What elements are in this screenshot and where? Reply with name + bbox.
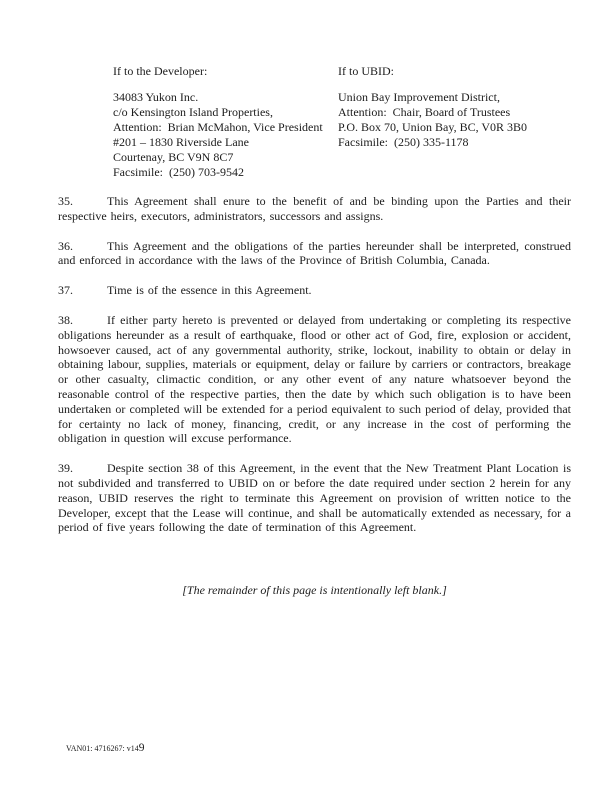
notice-address-developer [113, 64, 323, 180]
clause-37-number: 37. [58, 283, 73, 298]
ubid-address-line: Facsimile: (250) 335-1178 [338, 135, 469, 149]
clause-39-text: Despite section 38 of this Agreement, in the event that the New Treatment Plant Location is not subdivided and transferred to UBID on or before the date required under section 2 herein for any reason, UBID reserves the right to terminate this Agreement on provision of written notice to the Developer, except that the Lease will continue, and shall be automatically extended as necessary, for a period of five years following the date of termination of this Agreement. [58, 461, 571, 535]
clause-39 [58, 461, 571, 535]
clause-36 [58, 239, 571, 269]
clause-38-text: If either party hereto is prevented or delayed from undertaking or completing its respective obligations hereunder as a result of earthquake, flood or other act of God, fire, explosion or accident, howsoever caused, act of any governmental authority, strike, lockout, inability to obtain or delay in obtaining labour, supplies, materials or equipment, delay or failure by carriers or contractors, breakage or other casualty, climactic condition, or any other event of any nature whatsoever beyond the reasonable control of the respective parties, then the date by which such obligation is to have been undertaken or completed will be extended for a period equivalent to such period of delay, provided that for certainty no lack of money, financing, credit, or any increase in the cost of performing the obligation in question will excuse performance. [58, 312, 571, 446]
developer-address-line: Courtenay, BC V9N 8C7 [113, 150, 234, 164]
ubid-notice-label: If to UBID: [338, 64, 394, 78]
clause-39-number: 39. [58, 461, 73, 476]
clause-35 [58, 194, 571, 224]
clause-37 [58, 283, 571, 298]
clause-list [58, 194, 571, 550]
notice-address-ubid [338, 64, 527, 150]
clause-37-text: Time is of the essence in this Agreement. [107, 283, 312, 298]
clause-35-number: 35. [58, 194, 73, 208]
page-footer [66, 742, 145, 755]
developer-address-line: Attention: Brian McMahon, Vice President [113, 120, 323, 134]
developer-notice-label: If to the Developer: [113, 64, 208, 78]
clause-36-text: This Agreement and the obligations of the parties hereunder shall be interpreted, construed and enforced in accordance with the laws of the Province of British Columbia, Canada. [58, 238, 571, 268]
blank-page-notice: [The remainder of this page is intentionally left blank.] [182, 583, 447, 597]
ubid-address-line: Union Bay Improvement District, [338, 90, 500, 104]
developer-address-line: c/o Kensington Island Properties, [113, 105, 273, 119]
developer-address-line: #201 – 1830 Riverside Lane [113, 135, 249, 149]
clause-36-number: 36. [58, 238, 73, 253]
page-number: 9 [138, 742, 145, 754]
ubid-address-line: Attention: Chair, Board of Trustees [338, 105, 511, 119]
developer-address-line: 34083 Yukon Inc. [113, 90, 199, 104]
ubid-address-line: P.O. Box 70, Union Bay, BC, V0R 3B0 [338, 120, 528, 134]
document-id: VAN01: 4716267: v14 [66, 744, 139, 753]
developer-address-line: Facsimile: (250) 703-9542 [113, 165, 244, 179]
clause-35-text: This Agreement shall enure to the benefit of and be binding upon the Parties and their respective heirs, executors, administrators, successors and assigns. [58, 194, 571, 223]
clause-38 [58, 313, 571, 446]
clause-38-number: 38. [58, 312, 73, 327]
